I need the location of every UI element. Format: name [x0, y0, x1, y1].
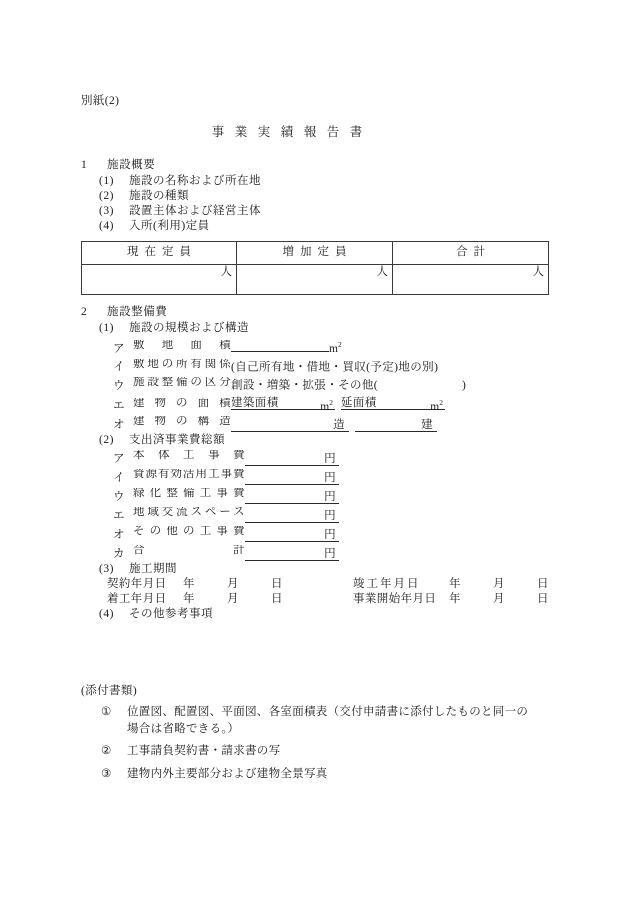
section-1-label: 施設概要 [107, 159, 156, 171]
item-label: 施設の種類 [129, 189, 189, 202]
row-kana: ウ [113, 490, 125, 503]
row-label: 建物の構造 [133, 416, 231, 428]
cost-row-main-works [81, 450, 549, 466]
attachment-marker: ① [101, 705, 112, 718]
completion-date-month[interactable]: 月 [493, 578, 505, 591]
site-ownership-options[interactable]: (自己所有地・借地・買収(予定)地の別) [231, 361, 439, 373]
column-header-added-capacity: 増加定員 [237, 242, 393, 265]
form-code: 別紙(2) [81, 95, 120, 107]
item-label: 入所(利用)定員 [129, 219, 210, 232]
remarks-blank-space[interactable] [81, 624, 549, 686]
start-date-label: 着工年月日 [107, 593, 167, 606]
attachment-text: 工事請負契約書・請求書の写 [127, 745, 281, 758]
site-ownership-row [81, 359, 549, 374]
row-label: 地域交流スペース [133, 507, 245, 519]
cost-input-greening[interactable] [245, 490, 339, 504]
row-label: 建物の面積 [133, 397, 231, 409]
row-label: 施設整備の区分 [133, 377, 231, 388]
column-header-current-capacity: 現在定員 [82, 242, 237, 265]
cost-row-resource-reuse [81, 469, 549, 485]
item-marker: (1) [99, 174, 114, 187]
unit-exponent: 2 [439, 397, 443, 407]
unit-square-meter: m [430, 400, 440, 413]
building-structure-row [81, 416, 549, 432]
start-date-year[interactable]: 年 [183, 593, 195, 606]
operation-start-date-label: 事業開始年月日 [353, 593, 437, 606]
storeys-input[interactable] [355, 418, 437, 432]
item-marker: (4) [99, 608, 114, 621]
item-label: 施設の規模および構造 [129, 321, 249, 334]
schedule-row-start [81, 594, 549, 606]
item-label: 施工期間 [129, 563, 177, 576]
item-marker: (1) [99, 321, 114, 334]
row-label: 敷地の所有関係 [133, 358, 231, 370]
cost-input-main-works[interactable] [245, 452, 339, 466]
row-kana: エ [113, 509, 125, 522]
cell-added-capacity[interactable]: 人 [237, 265, 393, 295]
building-footprint-label: 建築面積 [231, 396, 279, 409]
row-label: その他の工事費 [133, 526, 245, 538]
unit-exponent: 2 [337, 339, 342, 349]
section-2-sub-3 [81, 564, 549, 576]
item-marker: (2) [99, 434, 114, 447]
cost-row-other-works [81, 526, 549, 542]
cost-input-total[interactable] [245, 547, 339, 561]
section-1-heading [81, 160, 549, 172]
development-type-options[interactable]: 創設・増築・拡張・その他( [231, 379, 379, 392]
section-1-item-3 [81, 206, 549, 218]
attachment-item-3 [81, 766, 549, 783]
item-marker: (3) [99, 204, 114, 217]
row-label: 合計 [133, 545, 245, 557]
unit-yen: 円 [324, 547, 336, 560]
attachment-text: 建物内外主要部分および建物全景写真 [127, 767, 328, 780]
row-kana: ウ [113, 379, 125, 392]
unit-yen: 円 [324, 471, 336, 484]
structure-type-input[interactable] [231, 418, 349, 432]
row-label: 敷地面積 [133, 340, 231, 351]
row-label: 資源有効活用工事費 [133, 469, 245, 481]
start-date-month[interactable]: 月 [227, 593, 239, 606]
section-1-item-2 [81, 191, 549, 203]
cell-current-capacity[interactable]: 人 [82, 265, 237, 295]
row-kana: イ [113, 361, 125, 373]
attachments-heading: (添付書類) [81, 685, 138, 698]
document-body [81, 96, 549, 789]
section-2-sub-2 [81, 435, 549, 447]
row-kana: オ [113, 528, 125, 541]
table-header-row [82, 242, 549, 265]
completion-date-label: 竣工年月日 [353, 578, 421, 591]
cost-input-other-works[interactable] [245, 528, 339, 542]
cost-input-resource-reuse[interactable] [245, 471, 339, 485]
development-type-paren-close: ) [462, 379, 467, 392]
unit-yen: 円 [324, 490, 336, 503]
row-kana: オ [113, 418, 125, 431]
storeys-suffix: 建 [421, 418, 433, 431]
row-label: 本体工事費 [133, 450, 245, 462]
section-1-item-4 [81, 221, 549, 233]
row-kana: カ [113, 547, 125, 560]
attachment-text: 位置図、配置図、平面図、各室面積表（交付申請書に添付したものと同一の場合は省略できる。） [127, 705, 529, 735]
section-2-sub-1 [81, 323, 549, 335]
attachment-item-2 [81, 743, 549, 760]
item-label: 施設の名称および所在地 [129, 174, 261, 187]
row-kana: イ [113, 471, 125, 484]
unit-yen: 円 [324, 528, 336, 541]
capacity-table-wrapper [81, 241, 549, 295]
section-2-number: 2 [81, 306, 88, 318]
total-floor-area-input[interactable] [341, 396, 445, 413]
unit-square-meter: m [320, 400, 330, 413]
section-2-heading [81, 307, 549, 319]
contract-date-month[interactable]: 月 [227, 578, 239, 591]
section-1-number: 1 [81, 159, 88, 171]
item-label: 設置主体および経営主体 [129, 204, 261, 217]
row-label: 緑化整備工事費 [133, 488, 245, 500]
operation-start-date-day[interactable]: 日 [537, 593, 549, 606]
column-header-total: 合計 [393, 242, 549, 265]
building-area-row [81, 396, 549, 413]
structure-type-suffix: 造 [333, 418, 345, 431]
item-marker: (2) [99, 189, 114, 202]
attachment-marker: ② [101, 745, 112, 758]
unit-exponent: 2 [329, 397, 333, 407]
row-kana: エ [113, 400, 125, 413]
capacity-table [81, 241, 549, 295]
development-type-row [81, 377, 549, 392]
unit-yen: 円 [324, 452, 336, 465]
building-footprint-input[interactable] [231, 396, 335, 413]
item-marker: (4) [99, 219, 114, 232]
contract-date-year[interactable]: 年 [183, 578, 195, 591]
unit-square-meter: m [329, 342, 338, 355]
operation-start-date-year[interactable]: 年 [449, 593, 461, 606]
total-floor-area-label: 延面積 [341, 396, 377, 409]
completion-date-year[interactable]: 年 [449, 578, 461, 591]
cost-input-community-space[interactable] [245, 509, 339, 523]
section-1-item-1 [81, 176, 549, 188]
item-label: その他参考事項 [129, 608, 213, 621]
cost-row-community-space [81, 507, 549, 523]
site-area-input[interactable] [231, 338, 329, 352]
attachment-item-1 [81, 704, 549, 737]
unit-yen: 円 [324, 509, 336, 522]
operation-start-date-month[interactable]: 月 [493, 593, 505, 606]
completion-date-day[interactable]: 日 [537, 578, 549, 591]
cost-row-total [81, 545, 549, 561]
schedule-row-contract [81, 579, 549, 591]
start-date-day[interactable]: 日 [271, 593, 283, 606]
section-2-sub-4 [81, 609, 549, 621]
cost-row-greening [81, 488, 549, 504]
row-kana: ア [113, 342, 125, 355]
item-marker: (3) [99, 563, 114, 576]
attachment-marker: ③ [101, 767, 112, 780]
site-area-row [81, 338, 549, 356]
row-kana: ア [113, 452, 125, 465]
table-row [82, 265, 549, 295]
item-label: 支出済事業費総額 [129, 434, 225, 447]
contract-date-day[interactable]: 日 [271, 578, 283, 591]
contract-date-label: 契約年月日 [107, 578, 167, 591]
section-2-label: 施設整備費 [107, 306, 168, 318]
page-title: 事業実績報告書 [211, 124, 373, 139]
cell-total-capacity[interactable]: 人 [393, 265, 549, 295]
